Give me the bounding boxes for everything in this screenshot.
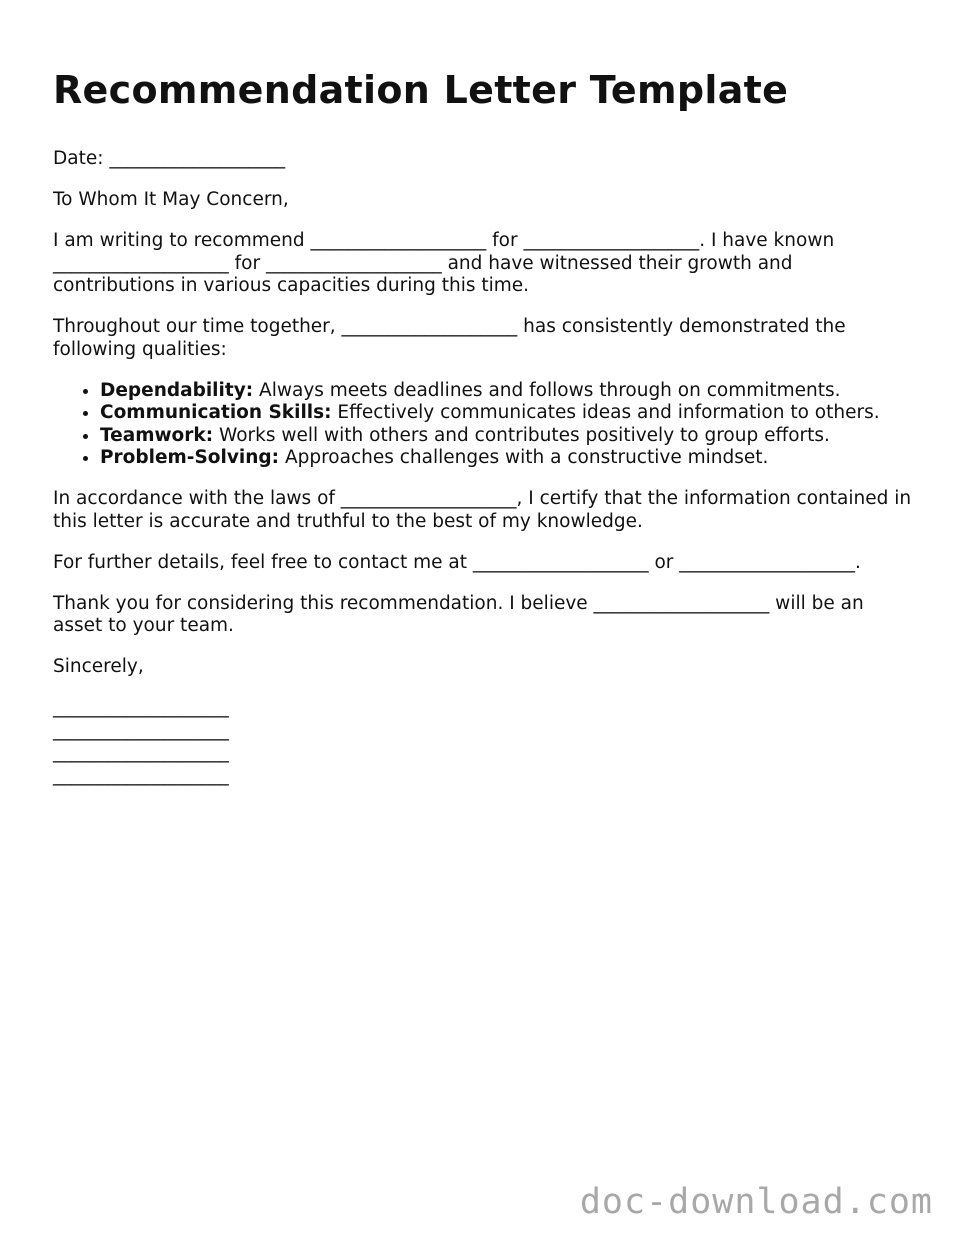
list-item	[100, 447, 913, 470]
quality-label: Communication Skills:	[100, 402, 332, 423]
quality-label: Dependability:	[100, 379, 254, 401]
quality-label: Problem-Solving:	[100, 447, 280, 468]
thanks-paragraph: Thank you for considering this recommendation. I believe ___________________ will be an asset to your team.	[53, 592, 864, 636]
signature-line: ___________________	[53, 764, 229, 786]
signature-line: ___________________	[53, 719, 229, 741]
letter-document	[53, 66, 913, 787]
signature-line: ___________________	[53, 742, 229, 763]
quality-label: Teamwork:	[100, 424, 214, 446]
page-title: Recommendation Letter Template	[53, 68, 789, 112]
watermark: doc-download.com	[579, 1182, 933, 1222]
qualities-intro-paragraph: Throughout our time together, ___________________ has consistently demonstrated the following qualities:	[53, 316, 846, 360]
quality-text: Works well with others and contributes positively to group efforts.	[213, 424, 830, 446]
quality-text: Approaches challenges with a constructive mindset.	[279, 447, 769, 468]
contact-paragraph: For further details, feel free to contact me at ___________________ or ___________________.	[53, 551, 861, 573]
qualities-list	[53, 380, 913, 470]
closing: Sincerely,	[53, 656, 144, 677]
certification-paragraph: In accordance with the laws of ___________________, I certify that the information contained in this letter is accurate and truthful to the best of my knowledge.	[53, 488, 912, 532]
quality-text: Always meets deadlines and follows through on commitments.	[253, 379, 841, 401]
signature-line: ___________________	[53, 697, 229, 718]
list-item	[100, 380, 913, 403]
quality-text: Effectively communicates ideas and information to others.	[331, 402, 880, 423]
salutation: To Whom It May Concern,	[53, 189, 289, 210]
date-line: Date: ___________________	[53, 148, 286, 169]
list-item	[100, 402, 913, 425]
list-item	[100, 425, 913, 448]
signature-block	[53, 697, 913, 787]
intro-paragraph: I am writing to recommend ___________________ for ___________________. I have known ___________________ for ___________________ and have witnessed their growth and contributions in various capacities during this time.	[53, 230, 835, 296]
